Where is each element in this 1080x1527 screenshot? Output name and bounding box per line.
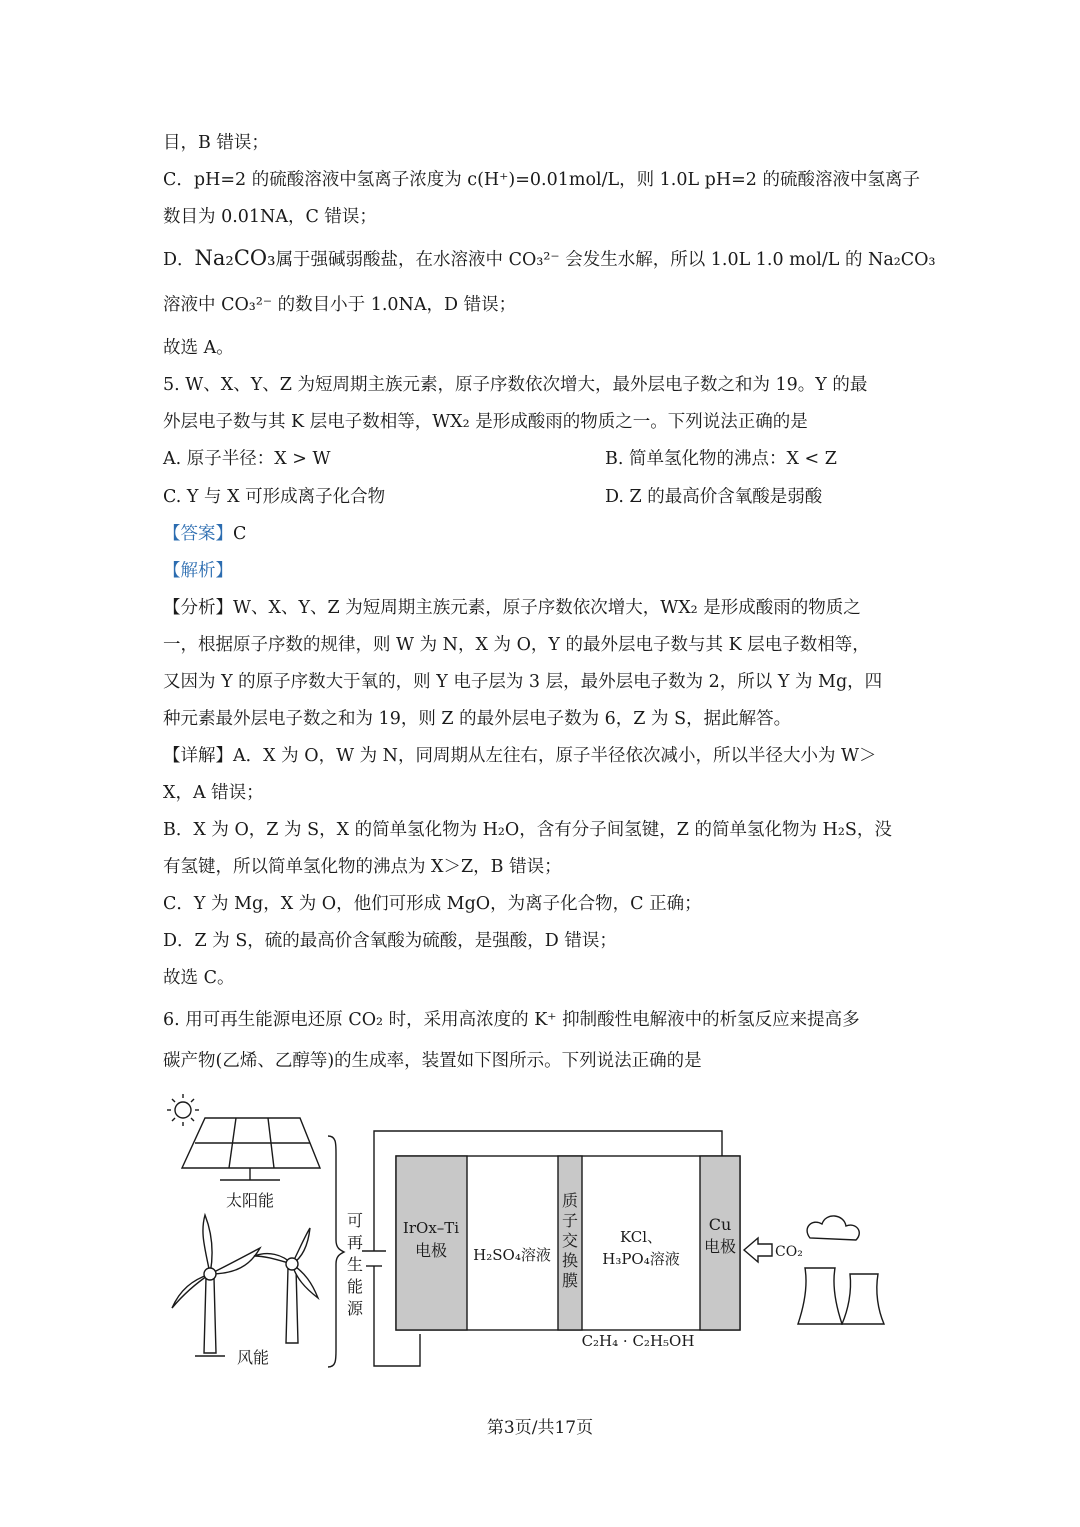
formula: Na₂CO₃ bbox=[194, 246, 276, 270]
detail-text: D．Z 为 S，硫的最高价含氧酸为硫酸，是强酸，D 错误； bbox=[163, 931, 617, 951]
cathode-label: 电极 bbox=[703, 1237, 737, 1256]
text-line bbox=[163, 246, 936, 272]
anode-label: 电极 bbox=[414, 1241, 448, 1260]
membrane-label: 换 bbox=[561, 1251, 579, 1270]
renewable-label: 能 bbox=[347, 1277, 364, 1296]
option-d: D. Z 的最高价含氧酸是弱酸 bbox=[605, 487, 823, 507]
renewable-label: 可 bbox=[347, 1211, 364, 1230]
analysis-text: 种元素最外层电子数之和为 19，则 Z 的最外层电子数为 6，Z 为 S，据此解答。 bbox=[163, 709, 792, 729]
membrane-label: 质 bbox=[561, 1191, 579, 1210]
bracket-icon bbox=[328, 1136, 344, 1367]
text-fragment: 属于强碱弱酸盐，在水溶液中 CO₃²⁻ 会发生水解，所以 1.0L 1.0 mol/L 的 Na₂CO₃ bbox=[275, 250, 936, 270]
analysis-text: 一，根据原子序数的规律，则 W 为 N，X 为 O，Y 的最外层电子数与其 K 层电子数相等， bbox=[163, 635, 870, 655]
membrane-label: 子 bbox=[561, 1211, 579, 1230]
kcl-label: H₃PO₄溶液 bbox=[602, 1250, 680, 1268]
renewable-label: 生 bbox=[347, 1255, 364, 1274]
option-letter: D． bbox=[163, 250, 195, 270]
detail-text: C．Y 为 Mg，X 为 O，他们可形成 MgO，为离子化合物，C 正确； bbox=[163, 894, 702, 914]
co2-label: CO₂ bbox=[775, 1244, 803, 1260]
option-b: B. 简单氢化物的沸点：X < Z bbox=[605, 449, 837, 469]
answer-tag: 【答案】 bbox=[163, 524, 233, 544]
detail-text: B．X 为 O，Z 为 S，X 的简单氢化物为 H₂O，含有分子间氢键，Z 的简单氢化物为 H₂S，没 bbox=[163, 820, 892, 840]
analysis-tag: 【解析】 bbox=[163, 561, 233, 581]
wind-turbine-icon bbox=[172, 1215, 260, 1356]
analysis-text: 又因为 Y 的原子序数大于氧的，则 Y 电子层为 3 层，最外层电子数为 2，所以 Y 为 Mg，四 bbox=[163, 672, 883, 692]
page-footer: 第3页/共17页 bbox=[486, 1418, 594, 1438]
question-5-stem: 外层电子数与其 K 层电子数相等，WX₂ 是形成酸雨的物质之一。下列说法正确的是 bbox=[163, 412, 808, 432]
factory-chimney-icon bbox=[798, 1216, 884, 1324]
h2so4-label: H₂SO₄溶液 bbox=[473, 1246, 551, 1264]
kcl-label: KCl、 bbox=[619, 1228, 663, 1246]
arrow-left-icon bbox=[744, 1238, 772, 1262]
renewable-label: 源 bbox=[347, 1299, 364, 1318]
sun-icon bbox=[167, 1094, 199, 1126]
membrane-label: 交 bbox=[561, 1231, 579, 1250]
detail-text: 【详解】A．X 为 O，W 为 N，同周期从左往右，原子半径依次减小，所以半径大小为 W＞ bbox=[163, 746, 877, 766]
analysis-text: 【分析】W、X、Y、Z 为短周期主族元素，原子序数依次增大，WX₂ 是形成酸雨的物质之 bbox=[163, 598, 861, 618]
text-line: 目，B 错误； bbox=[163, 133, 269, 153]
membrane-label: 膜 bbox=[561, 1271, 579, 1290]
question-6-stem: 6. 用可再生能源电还原 CO₂ 时，采用高浓度的 K⁺ 抑制酸性电解液中的析氢反应来提高多 bbox=[163, 1010, 860, 1030]
option-a: A. 原子半径：X > W bbox=[163, 449, 331, 469]
answer-value: C bbox=[233, 524, 247, 544]
cathode-label: Cu bbox=[708, 1215, 732, 1234]
solar-label: 太阳能 bbox=[225, 1191, 275, 1210]
wind-label: 风能 bbox=[236, 1348, 270, 1367]
answer-line bbox=[163, 522, 246, 546]
text-line: 数目为 0.01NA，C 错误； bbox=[163, 207, 377, 227]
wind-turbine-icon bbox=[254, 1228, 318, 1343]
electrolysis-diagram bbox=[150, 1088, 930, 1378]
detail-text: 故选 C。 bbox=[163, 968, 235, 988]
question-5-stem: 5. W、X、Y、Z 为短周期主族元素，原子序数依次增大，最外层电子数之和为 19。Y 的最 bbox=[163, 375, 868, 395]
product-label: C₂H₄ · C₂H₅OH bbox=[581, 1332, 695, 1350]
anode-label: IrOx–Ti bbox=[402, 1219, 460, 1237]
solar-panel-icon bbox=[182, 1118, 320, 1180]
text-line: 故选 A。 bbox=[163, 338, 234, 358]
detail-text: X，A 错误； bbox=[163, 783, 264, 803]
text-line: C．pH=2 的硫酸溶液中氢离子浓度为 c(H⁺)=0.01mol/L，则 1.0L pH=2 的硫酸溶液中氢离子 bbox=[163, 170, 921, 190]
text-line: 溶液中 CO₃²⁻ 的数目小于 1.0NA，D 错误； bbox=[163, 295, 517, 315]
option-c: C. Y 与 X 可形成离子化合物 bbox=[163, 487, 386, 507]
question-6-stem: 碳产物(乙烯、乙醇等)的生成率，装置如下图所示。下列说法正确的是 bbox=[163, 1051, 702, 1071]
detail-text: 有氢键，所以简单氢化物的沸点为 X＞Z，B 错误； bbox=[163, 857, 562, 877]
renewable-label: 再 bbox=[347, 1233, 364, 1252]
